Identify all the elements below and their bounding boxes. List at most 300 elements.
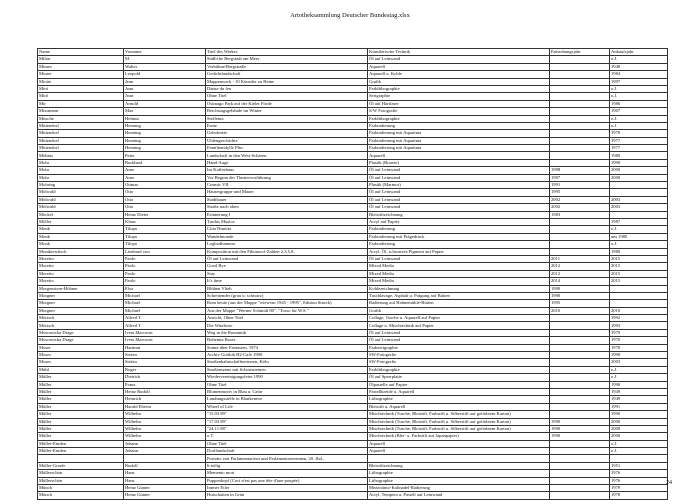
cell-name[interactable]: Müller: [38, 418, 124, 425]
cell-ankaufsjahr[interactable]: 1992: [610, 315, 668, 322]
cell-technik[interactable]: Mischtechnik (Blei- u. Farbstift auf Japanpapier): [368, 433, 550, 440]
cell-technik[interactable]: Aquarell u. Kohle: [368, 71, 550, 78]
cell-titel[interactable]: Ohne Titel: [206, 381, 368, 388]
cell-ankaufsjahr[interactable]: [610, 182, 668, 189]
cell-titel[interactable]: Stay: [206, 270, 368, 277]
cell-vorname[interactable]: Ottmar: [124, 182, 206, 189]
cell-technik[interactable]: Acryl, Öl, schwarzes Pigment auf Papier: [368, 248, 550, 255]
cell-titel[interactable]: Citta Nimitta: [206, 226, 368, 233]
cell-ankaufsjahr[interactable]: 1979: [610, 329, 668, 336]
cell-entstehungsjahr[interactable]: [550, 218, 610, 225]
cell-name[interactable]: Miotte: [38, 78, 124, 85]
cell-vorname[interactable]: Leopold: [124, 71, 206, 78]
cell-name[interactable]: [38, 455, 124, 462]
cell-titel[interactable]: Wiedervereinigungsfeier 1990: [206, 374, 368, 381]
cell-vorname[interactable]: Peter: [124, 152, 206, 159]
cell-name[interactable]: Mittendorf: [38, 130, 124, 137]
cell-titel[interactable]: Memento mori: [206, 470, 368, 477]
cell-name[interactable]: Mölwald: [38, 204, 124, 211]
cell-vorname[interactable]: Elsa: [124, 285, 206, 292]
cell-entstehungsjahr[interactable]: 2012: [550, 270, 610, 277]
cell-entstehungsjahr[interactable]: 1995: [550, 300, 610, 307]
cell-name[interactable]: Müller: [38, 396, 124, 403]
cell-technik[interactable]: SW-Fotografie: [368, 359, 550, 366]
cell-titel[interactable]: Uhlengeschichte: [206, 137, 368, 144]
cell-entstehungsjahr[interactable]: [550, 122, 610, 129]
cell-ankaufsjahr[interactable]: o.J.: [610, 85, 668, 92]
cell-vorname[interactable]: Franz: [124, 381, 206, 388]
cell-name[interactable]: Mittendorf: [38, 122, 124, 129]
cell-technik[interactable]: Farblithographie: [368, 366, 550, 373]
cell-vorname[interactable]: Wilhelm: [124, 411, 206, 418]
cell-technik[interactable]: Farbserigraphie: [368, 344, 550, 351]
cell-technik[interactable]: Mixed Media: [368, 263, 550, 270]
cell-entstehungsjahr[interactable]: [550, 477, 610, 484]
cell-entstehungsjahr[interactable]: 1990: [550, 418, 610, 425]
cell-titel[interactable]: Wheel of Life: [206, 403, 368, 410]
cell-entstehungsjahr[interactable]: [550, 159, 610, 166]
cell-ankaufsjahr[interactable]: 1980: [610, 248, 668, 255]
cell-technik[interactable]: Collage u. Mischtechnik auf Papier: [368, 322, 550, 329]
cell-titel[interactable]: "17.03.89": [206, 418, 368, 425]
cell-ankaufsjahr[interactable]: 2000: [610, 167, 668, 174]
cell-vorname[interactable]: Otto: [124, 204, 206, 211]
cell-ankaufsjahr[interactable]: 1977: [610, 137, 668, 144]
cell-vorname[interactable]: Roger: [124, 366, 206, 373]
cell-ankaufsjahr[interactable]: 1984: [610, 71, 668, 78]
cell-vorname[interactable]: Henning: [124, 137, 206, 144]
cell-technik[interactable]: Mixed Media: [368, 278, 550, 285]
cell-technik[interactable]: Öl auf Leinwand: [368, 189, 550, 196]
cell-entstehungsjahr[interactable]: [550, 226, 610, 233]
cell-technik[interactable]: Farbradierung: [368, 226, 550, 233]
cell-vorname[interactable]: Paolo: [124, 278, 206, 285]
cell-titel[interactable]: Ohne Titel: [206, 93, 368, 100]
cell-titel[interactable]: o.T.: [206, 433, 368, 440]
cell-titel[interactable]: Turdus Musica: [206, 218, 368, 225]
cell-entstehungsjahr[interactable]: [550, 492, 610, 499]
cell-ankaufsjahr[interactable]: o.J.: [610, 440, 668, 447]
cell-entstehungsjahr[interactable]: [550, 359, 610, 366]
cell-entstehungsjahr[interactable]: [550, 440, 610, 447]
cell-ankaufsjahr[interactable]: 2015: [610, 255, 668, 262]
cell-entstehungsjahr[interactable]: [550, 145, 610, 152]
cell-entstehungsjahr[interactable]: [550, 71, 610, 78]
cell-entstehungsjahr[interactable]: 1983: [550, 211, 610, 218]
cell-vorname[interactable]: Arnold: [124, 100, 206, 107]
cell-name[interactable]: Mittendorf: [38, 137, 124, 144]
cell-titel[interactable]: Danse du feu: [206, 85, 368, 92]
cell-titel[interactable]: Häusergruppe und Mauer: [206, 189, 368, 196]
cell-vorname[interactable]: Heinrich: [124, 396, 206, 403]
cell-entstehungsjahr[interactable]: [550, 85, 610, 92]
cell-name[interactable]: Mohring: [38, 182, 124, 189]
cell-ankaufsjahr[interactable]: 1979: [610, 485, 668, 492]
cell-entstehungsjahr[interactable]: 2002: [550, 204, 610, 211]
cell-vorname[interactable]: Dietrich: [124, 374, 206, 381]
cell-vorname[interactable]: Max: [124, 108, 206, 115]
cell-vorname[interactable]: Stefan: [124, 352, 206, 359]
cell-entstehungsjahr[interactable]: 2014: [550, 278, 610, 285]
cell-titel[interactable]: Porträts von Parlamentariern und Parlamentarierinnen, 20. Jhd.,: [206, 455, 368, 462]
cell-ankaufsjahr[interactable]: 1976: [610, 470, 668, 477]
cell-name[interactable]: Moretto: [38, 263, 124, 270]
cell-ankaufsjahr[interactable]: 2000: [610, 425, 668, 432]
cell-name[interactable]: Morgner: [38, 292, 124, 299]
cell-ankaufsjahr[interactable]: o.J.: [610, 374, 668, 381]
cell-name[interactable]: Moses: [38, 359, 124, 366]
cell-vorname[interactable]: Klaus: [124, 218, 206, 225]
cell-ankaufsjahr[interactable]: 1978: [610, 344, 668, 351]
cell-titel[interactable]: Rom heute (aus der Mappe "wiewern 1945 - 1995", Edition Staeck): [206, 300, 368, 307]
cell-ankaufsjahr[interactable]: 1990: [610, 352, 668, 359]
cell-entstehungsjahr[interactable]: [550, 137, 610, 144]
cell-technik[interactable]: Lithographie: [368, 477, 550, 484]
cell-titel[interactable]: Schreitender (grau u. schwarz): [206, 292, 368, 299]
cell-name[interactable]: Müller-Emden: [38, 440, 124, 447]
cell-technik[interactable]: Farbradierung mit Aquatinta: [368, 130, 550, 137]
cell-technik[interactable]: Öl auf Sperrplatte: [368, 374, 550, 381]
cell-vorname[interactable]: Otto: [124, 196, 206, 203]
cell-vorname[interactable]: Alfred T.: [124, 322, 206, 329]
cell-ankaufsjahr[interactable]: o.J.: [610, 448, 668, 455]
cell-titel[interactable]: Sonne über Fantasien, 1974: [206, 344, 368, 351]
cell-vorname[interactable]: Wilhelm: [124, 433, 206, 440]
cell-name[interactable]: Mitsche: [38, 115, 124, 122]
cell-titel[interactable]: Archiv Gottlob H2-Cafe 1990: [206, 352, 368, 359]
cell-name[interactable]: Möller: [38, 218, 124, 225]
cell-entstehungsjahr[interactable]: [550, 56, 610, 63]
cell-entstehungsjahr[interactable]: [550, 388, 610, 395]
cell-vorname[interactable]: Walter: [124, 63, 206, 70]
cell-entstehungsjahr[interactable]: [550, 455, 610, 462]
cell-titel[interactable]: Puppenkopf (Ceci n'est pas une tête d'une poupée): [206, 477, 368, 484]
cell-name[interactable]: Mühl: [38, 366, 124, 373]
cell-ankaufsjahr[interactable]: 1980: [610, 152, 668, 159]
cell-technik[interactable]: Öl auf Leinwand: [368, 196, 550, 203]
cell-name[interactable]: Müllerschön: [38, 470, 124, 477]
cell-technik[interactable]: Farblithographie: [368, 115, 550, 122]
cell-technik[interactable]: Farbradierung mit Aquatinta: [368, 145, 550, 152]
cell-technik[interactable]: Grafik: [368, 78, 550, 85]
cell-ankaufsjahr[interactable]: 2003: [610, 196, 668, 203]
cell-vorname[interactable]: Heinz Günter: [124, 492, 206, 499]
cell-name[interactable]: Mohr: [38, 167, 124, 174]
cell-name[interactable]: Müller-Emden: [38, 448, 124, 455]
cell-titel[interactable]: It's time: [206, 278, 368, 285]
cell-technik[interactable]: Aquarell: [368, 448, 550, 455]
cell-entstehungsjahr[interactable]: [550, 374, 610, 381]
cell-titel[interactable]: Komposition mit den Fibonacci-Zahlen 2,3,5,8.: [206, 248, 368, 255]
cell-entstehungsjahr[interactable]: [550, 462, 610, 469]
cell-vorname[interactable]: Heinz Dieter: [124, 211, 206, 218]
cell-vorname[interactable]: Rudolf: [124, 462, 206, 469]
cell-name[interactable]: Müller: [38, 433, 124, 440]
cell-ankaufsjahr[interactable]: 1948: [610, 63, 668, 70]
cell-ankaufsjahr[interactable]: 1977: [610, 145, 668, 152]
cell-technik[interactable]: Öl auf Leinwand: [368, 204, 550, 211]
cell-name[interactable]: Müllerschön: [38, 477, 124, 484]
cell-titel[interactable]: Blühen Vlieh: [206, 285, 368, 292]
cell-technik[interactable]: Öl auf Leinwand: [368, 329, 550, 336]
cell-name[interactable]: Münch: [38, 492, 124, 499]
cell-technik[interactable]: Öl auf Leinwand: [368, 255, 550, 262]
cell-ankaufsjahr[interactable]: [610, 285, 668, 292]
cell-vorname[interactable]: Joan: [124, 85, 206, 92]
cell-entstehungsjahr[interactable]: [550, 108, 610, 115]
cell-titel[interactable]: Reichstagsgebäude im Winter: [206, 108, 368, 115]
cell-titel[interactable]: Hutschatten in Grün: [206, 492, 368, 499]
cell-titel[interactable]: Ohne Titel: [206, 440, 368, 447]
cell-name[interactable]: Morgner: [38, 300, 124, 307]
cell-titel[interactable]: Landungsstelle in Blankenese: [206, 396, 368, 403]
cell-name[interactable]: Möbius: [38, 152, 124, 159]
cell-entstehungsjahr[interactable]: [550, 396, 610, 403]
cell-name[interactable]: Münch: [38, 485, 124, 492]
cell-ankaufsjahr[interactable]: [610, 189, 668, 196]
cell-titel[interactable]: Gebolmete: [206, 130, 368, 137]
cell-technik[interactable]: Aquarell: [368, 152, 550, 159]
cell-vorname[interactable]: Wilhelm: [124, 425, 206, 432]
cell-name[interactable]: Müller: [38, 425, 124, 432]
cell-name[interactable]: Müller: [38, 374, 124, 381]
cell-name[interactable]: Miró: [38, 85, 124, 92]
cell-name[interactable]: Morgner: [38, 307, 124, 314]
cell-entstehungsjahr[interactable]: [550, 337, 610, 344]
cell-titel[interactable]: Wandelmonde: [206, 233, 368, 240]
cell-vorname[interactable]: Paolo: [124, 263, 206, 270]
cell-ankaufsjahr[interactable]: 1949: [610, 396, 668, 403]
cell-technik[interactable]: Pastellkreide u. Aquarell: [368, 388, 550, 395]
cell-vorname[interactable]: Tilopa: [124, 233, 206, 240]
cell-entstehungsjahr[interactable]: [550, 93, 610, 100]
cell-vorname[interactable]: Otto: [124, 189, 206, 196]
cell-ankaufsjahr[interactable]: 1978: [610, 492, 668, 499]
cell-ankaufsjahr[interactable]: 2000: [610, 433, 668, 440]
cell-ankaufsjahr[interactable]: 1997: [610, 78, 668, 85]
cell-entstehungsjahr[interactable]: [550, 322, 610, 329]
cell-name[interactable]: Müller: [38, 403, 124, 410]
cell-technik[interactable]: Serigraphie: [368, 93, 550, 100]
cell-name[interactable]: Morgenstern-Höhner: [38, 285, 124, 292]
cell-name[interactable]: Möckel: [38, 211, 124, 218]
cell-name[interactable]: Mohr: [38, 174, 124, 181]
cell-titel[interactable]: Die Windrose: [206, 322, 368, 329]
cell-name[interactable]: Mörtsch: [38, 322, 124, 329]
cell-vorname[interactable]: Hartmut: [124, 344, 206, 351]
cell-entstehungsjahr[interactable]: [550, 241, 610, 248]
cell-technik[interactable]: Öl auf Leinwand: [368, 56, 550, 63]
cell-entstehungsjahr[interactable]: [550, 403, 610, 410]
cell-entstehungsjahr[interactable]: 2011: [550, 255, 610, 262]
cell-name[interactable]: Moser: [38, 344, 124, 351]
cell-technik[interactable]: Ölpastelle auf Papier: [368, 381, 550, 388]
cell-vorname[interactable]: Alfred T.: [124, 315, 206, 322]
cell-vorname[interactable]: Iveta Marconic: [124, 329, 206, 336]
cell-vorname[interactable]: Johann: [124, 440, 206, 447]
cell-titel[interactable]: Im Kaffeehaus: [206, 167, 368, 174]
cell-ankaufsjahr[interactable]: 2015: [610, 263, 668, 270]
cell-name[interactable]: Mölwald: [38, 196, 124, 203]
cell-name[interactable]: Müller-Graefe: [38, 462, 124, 469]
cell-name[interactable]: Moscenicka Drage: [38, 329, 124, 336]
cell-entstehungsjahr[interactable]: [550, 130, 610, 137]
cell-name[interactable]: Moscenicka Drage: [38, 337, 124, 344]
cell-ankaufsjahr[interactable]: 2010: [610, 307, 668, 314]
cell-entstehungsjahr[interactable]: [550, 329, 610, 336]
cell-ankaufsjahr[interactable]: 1990: [610, 381, 668, 388]
cell-ankaufsjahr[interactable]: 1949: [610, 388, 668, 395]
cell-entstehungsjahr[interactable]: 1998: [550, 167, 610, 174]
cell-ankaufsjahr[interactable]: 2015: [610, 270, 668, 277]
cell-vorname[interactable]: Helmut: [124, 115, 206, 122]
cell-entstehungsjahr[interactable]: 1990: [550, 433, 610, 440]
cell-name[interactable]: Moretto: [38, 255, 124, 262]
cell-technik[interactable]: Acryl, Tempera u. Pastell auf Leinwand: [368, 492, 550, 499]
cell-entstehungsjahr[interactable]: [550, 152, 610, 159]
cell-titel[interactable]: Cosmic VII: [206, 182, 368, 189]
cell-vorname[interactable]: Jean: [124, 78, 206, 85]
cell-entstehungsjahr[interactable]: [550, 411, 610, 418]
cell-ankaufsjahr[interactable]: o.J.: [610, 93, 668, 100]
cell-vorname[interactable]: Arno: [124, 174, 206, 181]
cell-titel[interactable]: Vorbühne/Bergstraße: [206, 63, 368, 70]
cell-ankaufsjahr[interactable]: 1986: [610, 100, 668, 107]
cell-titel[interactable]: Ernte: [206, 122, 368, 129]
cell-vorname[interactable]: Iveta Marconic: [124, 337, 206, 344]
cell-name[interactable]: Monk: [38, 226, 124, 233]
cell-technik[interactable]: Collage, Tusche u. Aquarell auf Papier: [368, 315, 550, 322]
cell-entstehungsjahr[interactable]: [550, 63, 610, 70]
cell-entstehungsjahr[interactable]: [550, 248, 610, 255]
cell-ankaufsjahr[interactable]: [610, 211, 668, 218]
cell-titel[interactable]: 6-teilig: [206, 462, 368, 469]
cell-titel[interactable]: Straße nach oben: [206, 204, 368, 211]
cell-ankaufsjahr[interactable]: 2000: [610, 174, 668, 181]
cell-titel[interactable]: Steffenia: [206, 115, 368, 122]
cell-entstehungsjahr[interactable]: 1995: [550, 189, 610, 196]
cell-ankaufsjahr[interactable]: o.J.: [610, 366, 668, 373]
cell-name[interactable]: Mir: [38, 100, 124, 107]
cell-name[interactable]: Mittendorf: [38, 145, 124, 152]
cell-name[interactable]: Müller: [38, 388, 124, 395]
cell-entstehungsjahr[interactable]: [550, 352, 610, 359]
cell-name[interactable]: Missmann: [38, 108, 124, 115]
cell-titel[interactable]: Gedichtlandschaft: [206, 71, 368, 78]
cell-name[interactable]: Müller: [38, 411, 124, 418]
cell-entstehungsjahr[interactable]: [550, 344, 610, 351]
cell-ankaufsjahr[interactable]: o.J.: [610, 226, 668, 233]
cell-name[interactable]: Mohr: [38, 159, 124, 166]
cell-vorname[interactable]: Lienhard von: [124, 248, 206, 255]
cell-ankaufsjahr[interactable]: 1907: [610, 108, 668, 115]
cell-vorname[interactable]: Hans: [124, 477, 206, 484]
cell-vorname[interactable]: Paolo: [124, 255, 206, 262]
cell-vorname[interactable]: Tilopa: [124, 226, 206, 233]
cell-technik[interactable]: Mischtechnik (Tusche, Bleistift, Farbstift u. Silberstift auf gefärbtem Karton): [368, 411, 550, 418]
cell-name[interactable]: Mölwald: [38, 189, 124, 196]
cell-vorname[interactable]: Tilopa: [124, 241, 206, 248]
cell-name[interactable]: Moses: [38, 352, 124, 359]
cell-technik[interactable]: Kohlezeichnung: [368, 285, 550, 292]
cell-ankaufsjahr[interactable]: o.J.: [610, 122, 668, 129]
cell-name[interactable]: Minter: [38, 71, 124, 78]
cell-vorname[interactable]: Stefan: [124, 359, 206, 366]
cell-ankaufsjahr[interactable]: o.J.: [610, 241, 668, 248]
cell-vorname[interactable]: Burkhard: [124, 159, 206, 166]
cell-ankaufsjahr[interactable]: 1991: [610, 403, 668, 410]
cell-titel[interactable]: Weg in die Romantik: [206, 329, 368, 336]
cell-vorname[interactable]: Arno: [124, 167, 206, 174]
cell-vorname[interactable]: Henning: [124, 130, 206, 137]
cell-technik[interactable]: Farbradierung mit Aquatinta: [368, 137, 550, 144]
cell-vorname[interactable]: Johann: [124, 448, 206, 455]
cell-vorname[interactable]: Michael: [124, 300, 206, 307]
cell-technik[interactable]: Mezzotinto-Kaltnadel-Radierung: [368, 485, 550, 492]
cell-entstehungsjahr[interactable]: 1990: [550, 425, 610, 432]
cell-technik[interactable]: Öl auf Leinwand: [368, 337, 550, 344]
cell-technik[interactable]: Mixed Media: [368, 270, 550, 277]
cell-entstehungsjahr[interactable]: 2012: [550, 263, 610, 270]
cell-ankaufsjahr[interactable]: 1978: [610, 130, 668, 137]
cell-vorname[interactable]: Michael: [124, 307, 206, 314]
cell-vorname[interactable]: Henning: [124, 145, 206, 152]
cell-ankaufsjahr[interactable]: 2003: [610, 359, 668, 366]
cell-titel[interactable]: Ansicht, Ohne Titel: [206, 315, 368, 322]
cell-titel[interactable]: Vor Beginn der Theatervorführung: [206, 174, 368, 181]
cell-technik[interactable]: Farbradierung: [368, 122, 550, 129]
cell-titel[interactable]: Stadtbauer: [206, 196, 368, 203]
cell-entstehungsjahr[interactable]: [550, 485, 610, 492]
cell-name[interactable]: Müller: [38, 381, 124, 388]
cell-ankaufsjahr[interactable]: 1976: [610, 477, 668, 484]
cell-vorname[interactable]: Paolo: [124, 270, 206, 277]
cell-titel[interactable]: Hand-Auge: [206, 159, 368, 166]
cell-titel[interactable]: Dorflandschaft: [206, 448, 368, 455]
cell-entstehungsjahr[interactable]: 2002: [550, 196, 610, 203]
cell-vorname[interactable]: Joan: [124, 93, 206, 100]
cell-technik[interactable]: Plastik (Marmor): [368, 182, 550, 189]
cell-ankaufsjahr[interactable]: [610, 300, 668, 307]
cell-entstehungsjahr[interactable]: [550, 315, 610, 322]
cell-ankaufsjahr[interactable]: 1987: [610, 218, 668, 225]
cell-vorname[interactable]: Harald Eberin: [124, 403, 206, 410]
cell-technik[interactable]: Tuschlavage, Asphalt u. Prägung auf Bütten: [368, 292, 550, 299]
cell-entstehungsjahr[interactable]: 1990: [550, 292, 610, 299]
cell-technik[interactable]: Acryl auf Papier: [368, 218, 550, 225]
cell-name[interactable]: Mimes: [38, 63, 124, 70]
cell-titel[interactable]: Immer Eiler: [206, 485, 368, 492]
cell-technik[interactable]: SW-Fotografie: [368, 352, 550, 359]
cell-ankaufsjahr[interactable]: [610, 292, 668, 299]
cell-technik[interactable]: Mischtechnik (Tusche, Bleistift, Farbstift u. Silberstift auf gefärbtem Karton): [368, 425, 550, 432]
cell-ankaufsjahr[interactable]: 2003: [610, 204, 668, 211]
cell-titel[interactable]: Aus der Mappe "Werner Schmidt 80", "Torso für W.S.": [206, 307, 368, 314]
cell-titel[interactable]: Erinnerung I: [206, 211, 368, 218]
cell-ankaufsjahr[interactable]: 1990: [610, 159, 668, 166]
cell-titel[interactable]: Logbodhamma: [206, 241, 368, 248]
cell-ankaufsjahr[interactable]: [610, 455, 668, 462]
cell-titel[interactable]: Blumenmotiv in Blau u. Grün: [206, 388, 368, 395]
cell-titel[interactable]: Good Bye: [206, 263, 368, 270]
cell-ankaufsjahr[interactable]: o.J.: [610, 56, 668, 63]
cell-name[interactable]: Monk: [38, 241, 124, 248]
cell-technik[interactable]: Mischtechnik (Tusche, Bleistift, Farbstift u. Silberstift auf gefärbtem Karton): [368, 418, 550, 425]
cell-vorname[interactable]: [124, 455, 206, 462]
cell-technik[interactable]: Bleistiftzeichnung: [368, 462, 550, 469]
cell-entstehungsjahr[interactable]: 1997: [550, 174, 610, 181]
cell-titel[interactable]: Familienidylle Pfin.: [206, 145, 368, 152]
